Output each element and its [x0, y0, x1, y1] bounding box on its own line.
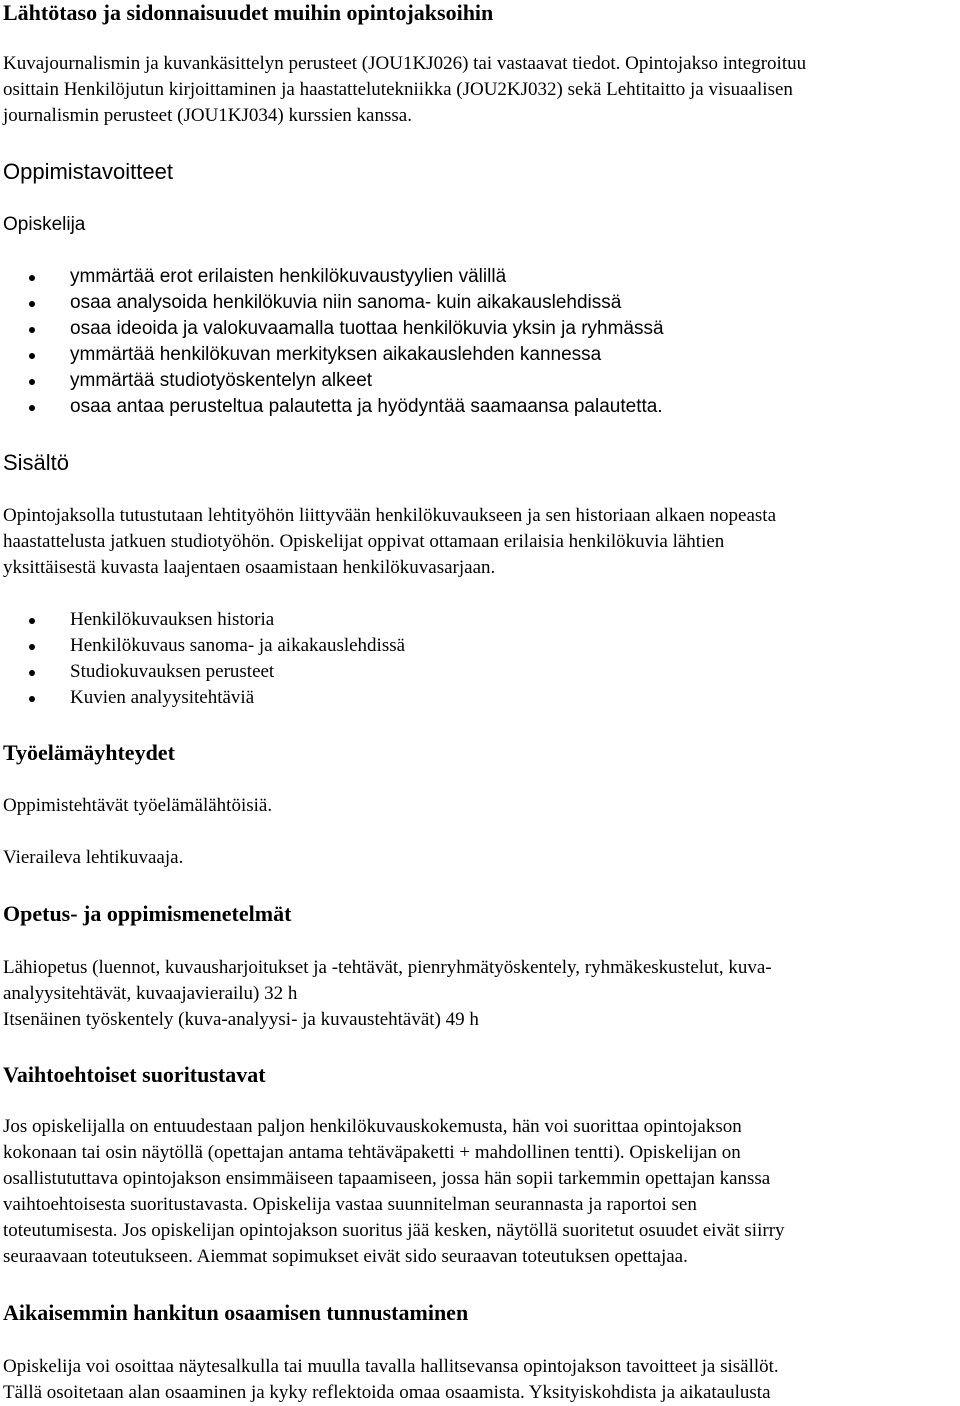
paragraph-opetus [3, 955, 772, 1033]
heading-sisalto: Sisältö [3, 450, 70, 475]
heading-vaihtoehtoiset: Vaihtoehtoiset suoritustavat [3, 1062, 266, 1087]
list-item-text: ymmärtää henkilökuvan merkityksen aikakauslehden kannessa [70, 344, 602, 365]
paragraph-opiskelija: Opiskelija [3, 214, 86, 235]
bullet-icon [29, 696, 35, 702]
paragraph-aikaisemmin [3, 1354, 779, 1406]
bullet-icon [29, 670, 35, 676]
text-line: seuraavaan toteutukseen. Aiemmat sopimukset eivät sido seuraavan toteutuksen opettajaa. [3, 1246, 688, 1267]
text-line: Itsenäinen työskentely (kuva-analyysi- ja kuvaustehtävät) 49 h [3, 1009, 479, 1030]
list-item [3, 368, 664, 394]
paragraph-tyoelama-2: Vieraileva lehtikuvaaja. [3, 847, 184, 868]
list-item-text: ymmärtää studiotyöskentelyn alkeet [70, 370, 373, 391]
list-item-text: Studiokuvauksen perusteet [70, 661, 275, 682]
list-item-text: Henkilökuvaus sanoma- ja aikakauslehdissä [70, 635, 406, 656]
list-item [3, 685, 405, 711]
bullet-icon [29, 644, 35, 650]
text-line: haastattelusta jatkuen studiotyöhön. Opiskelijat oppivat ottamaan erilaisia henkilökuvia lähtien [3, 531, 725, 552]
list-item [3, 290, 664, 316]
list-item [3, 264, 664, 290]
list-item-text: Kuvien analyysitehtäviä [70, 687, 255, 708]
bullet-icon [29, 275, 35, 281]
text-line: Lähiopetus (luennot, kuvausharjoitukset ja -tehtävät, pienryhmätyöskentely, ryhmäkeskustelut, kuva- [3, 957, 772, 978]
list-sisalto [3, 607, 405, 711]
bullet-icon [29, 405, 35, 411]
list-item-text: ymmärtää erot erilaisten henkilökuvaustyylien välillä [70, 266, 507, 287]
list-item-text: osaa ideoida ja valokuvaamalla tuottaa henkilökuvia yksin ja ryhmässä [70, 318, 664, 339]
list-item [3, 659, 405, 685]
heading-lahtotaso: Lähtötaso ja sidonnaisuudet muihin opintojaksoihin [3, 0, 494, 25]
paragraph-vaihtoehtoiset [3, 1114, 785, 1270]
list-item [3, 394, 664, 420]
text-line: toteutumisesta. Jos opiskelijan opintojakson suoritus jää kesken, näytöllä suoritetut osuudet eivät siirry [3, 1220, 785, 1241]
text-line: kokonaan tai osin näytöllä (opettajan antama tehtäväpaketti + mahdollinen tentti). Opiskelijan on [3, 1142, 741, 1163]
paragraph-sisalto [3, 503, 776, 581]
text-line: yksittäisestä kuvasta laajentaen osaamistaan henkilökuvasarjaan. [3, 557, 496, 578]
paragraph-tyoelama-1: Oppimistehtävät työelämälähtöisiä. [3, 795, 273, 816]
heading-opetus: Opetus- ja oppimismenetelmät [3, 901, 292, 926]
bullet-icon [29, 618, 35, 624]
bullet-icon [29, 379, 35, 385]
list-item-text: Henkilökuvauksen historia [70, 609, 275, 630]
list-item-text: osaa analysoida henkilökuvia niin sanoma- kuin aikakauslehdissä [70, 292, 622, 313]
text-line: Opiskelija voi osoittaa näytesalkulla tai muulla tavalla hallitsevansa opintojakson tavoitteet ja sisällöt. [3, 1356, 779, 1377]
heading-oppimistavoitteet: Oppimistavoitteet [3, 159, 173, 184]
text-line: Jos opiskelijalla on entuudestaan paljon henkilökuvauskokemusta, hän voi suorittaa opintojakson [3, 1116, 742, 1137]
list-item [3, 316, 664, 342]
heading-aikaisemmin: Aikaisemmin hankitun osaamisen tunnustaminen [3, 1300, 469, 1325]
list-oppimistavoitteet [3, 264, 664, 420]
bullet-icon [29, 301, 35, 307]
list-item [3, 342, 664, 368]
text-line: osittain Henkilöjutun kirjoittaminen ja haastattelutekniikka (JOU2KJ032) sekä Lehtitaitto ja visuaalisen [3, 79, 793, 100]
text-line: journalismin perusteet (JOU1KJ034) kurssien kanssa. [3, 105, 412, 126]
text-line: analyysitehtävät, kuvaajavierailu) 32 h [3, 983, 298, 1004]
text-line: osallistututtava opintojakson ensimmäiseen tapaamiseen, jossa hän sopii tarkemmin opettajan kanssa [3, 1168, 771, 1189]
text-line: Kuvajournalismin ja kuvankäsittelyn perusteet (JOU1KJ026) tai vastaavat tiedot. Opintojakso integroituu [3, 53, 807, 74]
text-line: Opintojaksolla tutustutaan lehtityöhön liittyvään henkilökuvaukseen ja sen historiaan alkaen nopeasta [3, 505, 777, 526]
paragraph-lahtotaso [3, 51, 806, 129]
list-item-text: osaa antaa perusteltua palautetta ja hyödyntää saamaansa palautetta. [70, 396, 663, 417]
heading-tyoelamayhteydet: Työelämäyhteydet [3, 740, 175, 765]
list-item [3, 633, 405, 659]
list-item [3, 607, 405, 633]
bullet-icon [29, 327, 35, 333]
bullet-icon [29, 353, 35, 359]
text-line: Tällä osoitetaan alan osaaminen ja kyky reflektoida omaa osaamista. Yksityiskohdista ja aikataulusta [3, 1382, 771, 1403]
text-line: vaihtoehtoisesta suoritustavasta. Opiskelija vastaa suunnitelman seurannasta ja raportoi sen [3, 1194, 697, 1215]
